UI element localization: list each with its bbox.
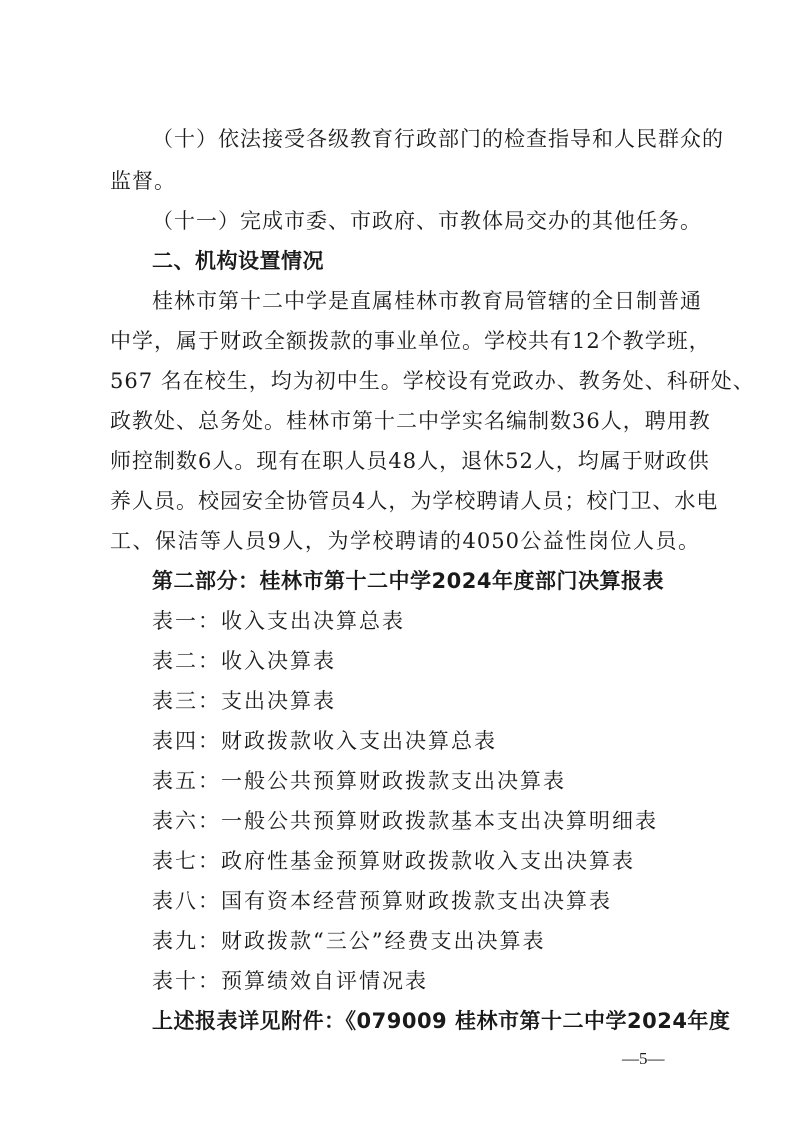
table-list-item: 表三：支出决算表 bbox=[152, 689, 336, 713]
page-number: —5— bbox=[622, 1049, 665, 1068]
table-list-item: 表八：国有资本经营预算财政拨款支出决算表 bbox=[152, 889, 612, 913]
table-list-item: 表五：一般公共预算财政拨款支出决算表 bbox=[152, 769, 566, 793]
org-line-7: 工、保洁等人员9人，为学校聘请的4050公益性岗位人员。 bbox=[110, 529, 700, 553]
item-10-line-1: （十）依法接受各级教育行政部门的检查指导和人民群众的 bbox=[152, 127, 724, 151]
table-list-item: 表七：政府性基金预算财政拨款收入支出决算表 bbox=[152, 849, 635, 873]
item-11: （十一）完成市委、市政府、市教体局交办的其他任务。 bbox=[152, 209, 702, 233]
section-2-heading: 二、机构设置情况 bbox=[152, 249, 324, 273]
org-line-4: 政教处、总务处。桂林市第十二中学实名编制数36人，聘用教 bbox=[110, 409, 711, 433]
table-list-item: 表二：收入决算表 bbox=[152, 649, 336, 673]
table-list-item: 表一：收入支出决算总表 bbox=[152, 609, 405, 633]
table-list-item: 表九：财政拨款“三公”经费支出决算表 bbox=[152, 929, 546, 953]
org-line-1: 桂林市第十二中学是直属桂林市教育局管辖的全日制普通 bbox=[152, 289, 702, 313]
org-line-6: 养人员。校园安全协管员4人，为学校聘请人员；校门卫、水电 bbox=[110, 489, 719, 513]
table-list-item: 表十：预算绩效自评情况表 bbox=[152, 969, 428, 993]
org-line-2: 中学，属于财政全额拨款的事业单位。学校共有12个教学班， bbox=[110, 329, 711, 353]
item-10-line-2: 监督。 bbox=[110, 169, 176, 193]
table-list-item: 表六：一般公共预算财政拨款基本支出决算明细表 bbox=[152, 809, 658, 833]
org-line-5: 师控制数6人。现有在职人员48人，退休52人，均属于财政供 bbox=[110, 449, 710, 473]
table-list-item: 表四：财政拨款收入支出决算总表 bbox=[152, 729, 497, 753]
attachment-line: 上述报表详见附件：《079009 桂林市第十二中学2024年度 bbox=[152, 1009, 731, 1033]
part-2-heading: 第二部分：桂林市第十二中学2024年度部门决算报表 bbox=[152, 569, 664, 593]
org-line-3: 567 名在校生，均为初中生。学校设有党政办、教务处、科研处、 bbox=[110, 369, 755, 393]
